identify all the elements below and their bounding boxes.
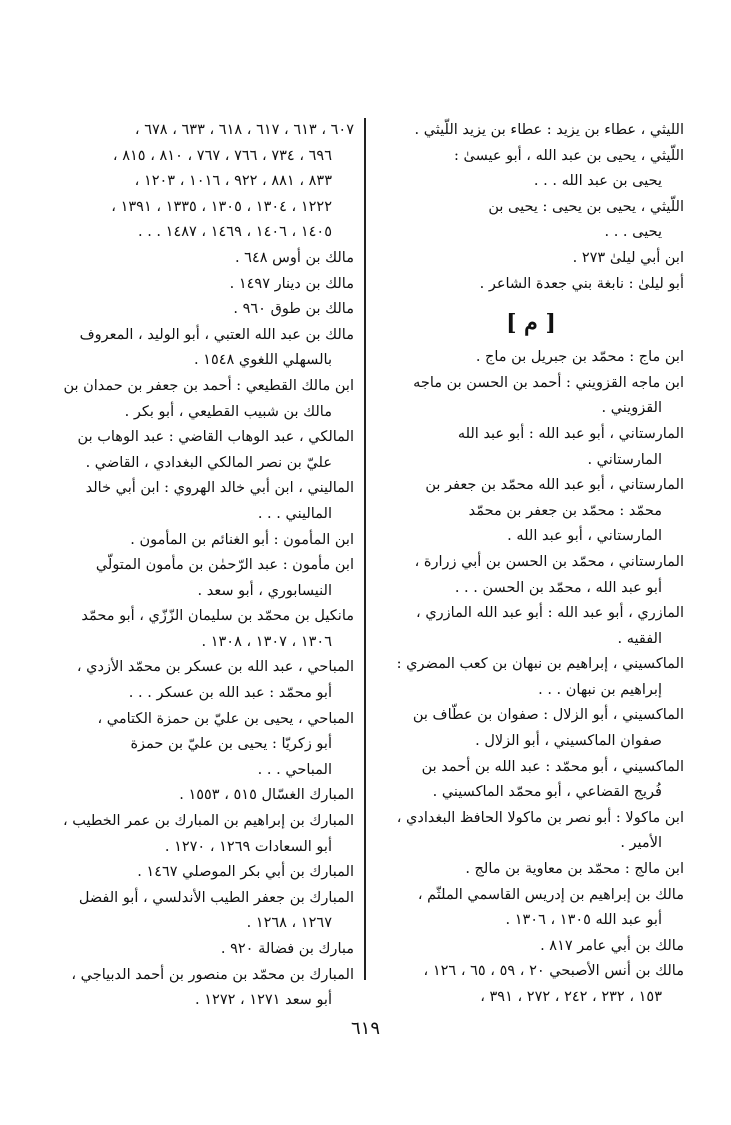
entry-heading: مالك بن أبي عامر ٨١٧ . <box>540 937 684 954</box>
entry-heading: ابن مالك القطيعي : أحمد بن جعفر بن حمدان بن <box>63 377 354 394</box>
entry-continuation: القزويني . <box>601 400 662 417</box>
index-entry <box>62 272 354 298</box>
index-entry <box>62 809 354 860</box>
entry-heading: المارستاني ، أبو عبد الله : أبو عبد الله <box>457 425 684 442</box>
entry-heading: اللّيثي ، يحيى بن يحيى : يحيى بن <box>488 198 684 215</box>
entry-continuation: بالسهلي اللغوي ١٥٤٨ . <box>193 352 332 369</box>
entry-continuation: صفوان الماكسيني ، أبو الزلال . <box>475 733 662 750</box>
index-entry <box>378 755 684 806</box>
entry-heading: المباحي ، عبد الله بن عسكر بن محمّد الأزدي ، <box>76 659 354 676</box>
entry-heading: مبارك بن فضالة ٩٢٠ . <box>220 941 354 957</box>
entry-heading: الماكسيني ، أبو محمّد : عبد الله بن أحمد بن <box>421 758 684 775</box>
index-entry <box>378 272 684 298</box>
entry-heading: مالك بن طوق ٩٦٠ . <box>233 301 354 318</box>
index-entry <box>62 528 354 554</box>
index-entry <box>62 604 354 655</box>
index-entry <box>62 963 354 1014</box>
entry-heading: ابن ماج : محمّد بن جبريل بن ماج . <box>475 349 684 366</box>
index-entry <box>62 297 354 323</box>
entry-continuation: ٦٩٦ ، ٧٣٤ ، ٧٦٦ ، ٧٦٧ ، ٨١٠ ، ٨١٥ ، <box>112 147 332 164</box>
entry-continuation: يحيى . . . <box>604 224 662 241</box>
index-entry <box>378 550 684 601</box>
entry-heading: المبارك الغسّال ٥١٥ ، ١٥٥٣ . <box>179 787 354 804</box>
entry-heading: مالك بن أنس الأصبحي ٢٠ ، ٥٩ ، ٦٥ ، ١٢٦ ، <box>423 963 684 980</box>
index-entry <box>62 374 354 425</box>
entry-heading: المازري ، أبو عبد الله : أبو عبد الله المازري ، <box>416 605 684 622</box>
entry-continuation: أبو السعادات ١٢٦٩ ، ١٢٧٠ . <box>164 838 332 855</box>
entry-continuation: عليّ بن نصر المالكي البغدادي ، القاضي . <box>85 454 332 471</box>
entry-heading: المبارك بن إبراهيم بن المبارك بن عمر الخطيب ، <box>62 813 354 830</box>
entry-heading: المباحي ، يحيى بن عليّ بن حمزة الكتامي ، <box>97 710 354 727</box>
entry-heading: المبارك بن أبي بكر الموصلي ١٤٦٧ . <box>137 864 354 881</box>
entry-continuation: أبو عبد الله ، محمّد بن الحسن . . . <box>454 579 662 596</box>
index-entry <box>378 195 684 246</box>
entry-heading: مالك بن إبراهيم بن إدريس القاسمي الملثّم ، <box>417 886 684 903</box>
entry-heading: مالك بن أوس ٦٤٨ . <box>234 249 354 266</box>
index-entry <box>378 857 684 883</box>
entry-continuation: النيسابوري ، أبو سعد . <box>197 582 332 599</box>
entry-heading: ٦٠٧ ، ٦١٣ ، ٦١٧ ، ٦١٨ ، ٦٣٣ ، ٦٧٨ ، <box>134 122 354 138</box>
index-entry <box>62 476 354 527</box>
entry-continuation: مالك بن شبيب القطيعي ، أبو بكر . <box>124 403 332 420</box>
entry-continuation: ١٢٢٢ ، ١٣٠٤ ، ١٣٠٥ ، ١٣٣٥ ، ١٣٩١ ، <box>111 198 332 215</box>
entry-heading: ابن ماجه القزويني : أحمد بن الحسن بن ماجه <box>413 374 684 391</box>
left-column <box>62 118 354 1014</box>
entry-heading: أبو ليلىٰ : نابغة بني جعدة الشاعر . <box>479 275 684 292</box>
entry-continuation: المباحي . . . <box>257 761 332 778</box>
column-divider <box>364 118 366 980</box>
index-entry <box>378 371 684 422</box>
entry-continuation: المارستاني ، أبو عبد الله . <box>507 528 662 545</box>
section-letter-heading: [ م ] <box>506 310 556 337</box>
index-entry <box>62 246 354 272</box>
entry-heading: مالك بن دينار ١٤٩٧ . <box>229 275 354 292</box>
index-entry <box>62 553 354 604</box>
entry-heading: مالك بن عبد الله العتبي ، أبو الوليد ، المعروف <box>79 326 354 343</box>
entry-heading: اللّيثي ، يحيى بن عبد الله ، أبو عيسىٰ : <box>453 147 684 164</box>
right-column <box>378 118 684 1011</box>
index-entry <box>62 425 354 476</box>
entry-heading: الماكسيني ، إبراهيم بن نبهان بن كعب المضري : <box>396 656 684 673</box>
entry-continuation: محمّد : محمّد بن جعفر بن محمّد <box>468 502 662 519</box>
entry-heading: الليثي ، عطاء بن يزيد : عطاء بن يزيد اللّيثي . <box>414 122 684 138</box>
index-entry <box>62 783 354 809</box>
index-entry <box>378 806 684 857</box>
entry-continuation: المارستاني . <box>587 451 662 468</box>
index-entry <box>378 601 684 652</box>
entry-continuation: أبو زكريّا : يحيى بن عليّ بن حمزة <box>130 736 332 753</box>
index-entry <box>378 959 684 1010</box>
index-entry <box>378 345 684 371</box>
entry-continuation: ١٢٦٧ ، ١٢٦٨ . <box>246 915 332 932</box>
entry-heading: مانكيل بن محمّد بن سليمان الزّزّي ، أبو محمّد <box>81 608 354 625</box>
entry-continuation: أبو محمّد : عبد الله بن عسكر . . . <box>128 685 332 702</box>
entry-continuation: ٨٣٣ ، ٨٨١ ، ٩٢٢ ، ١٠١٦ ، ١٢٠٣ ، <box>134 173 332 190</box>
index-entry <box>62 937 354 963</box>
entry-heading: المارستاني ، أبو عبد الله محمّد بن جعفر بن <box>425 477 684 494</box>
entry-heading: المارستاني ، محمّد بن الحسن بن أبي زرارة ، <box>414 553 684 570</box>
entries-before-section <box>378 118 684 297</box>
entry-continuation: إبراهيم بن نبهان . . . <box>538 681 662 698</box>
entry-heading: المبارك بن جعفر الطيب الأندلسي ، أبو الفضل <box>78 889 354 906</box>
entry-continuation: ١٤٠٥ ، ١٤٠٦ ، ١٤٦٩ ، ١٤٨٧ . . . <box>138 224 332 241</box>
index-entry <box>378 703 684 754</box>
entry-continuation: ١٣٠٦ ، ١٣٠٧ ، ١٣٠٨ . <box>201 633 332 650</box>
entry-heading: الماكسيني ، أبو الزلال : صفوان بن عطّاف بن <box>412 707 684 724</box>
index-entry <box>62 118 354 246</box>
entry-continuation: ١٥٣ ، ٢٣٢ ، ٢٤٢ ، ٢٧٢ ، ٣٩١ ، <box>480 989 662 1005</box>
index-entry <box>378 883 684 934</box>
index-entry <box>378 144 684 195</box>
entry-continuation: أبو عبد الله ١٣٠٥ ، ١٣٠٦ . <box>505 912 662 929</box>
entry-continuation: الفقيه . <box>617 630 662 647</box>
entry-heading: ابن مالج : محمّد بن معاوية بن مالج . <box>465 861 684 878</box>
entry-heading: ابن أبي ليلىٰ ٢٧٣ . <box>572 249 684 266</box>
entry-continuation: فُريج القضاعي ، أبو محمّد الماكسيني . <box>432 784 662 801</box>
page-number: ٦١٩ <box>350 1018 380 1039</box>
entry-continuation: الماليني . . . <box>257 505 332 522</box>
index-entry <box>378 934 684 960</box>
entry-continuation: أبو سعد ١٢٧١ ، ١٢٧٢ . <box>195 992 332 1009</box>
entry-heading: ابن المأمون : أبو الغنائم بن المأمون . <box>130 531 354 548</box>
entry-continuation: يحيى بن عبد الله . . . <box>533 173 662 190</box>
entry-heading: المبارك بن محمّد بن منصور بن أحمد الدبياجي ، <box>71 966 354 983</box>
index-entry <box>378 473 684 550</box>
index-entry <box>62 860 354 886</box>
index-entry <box>62 323 354 374</box>
index-entry <box>62 655 354 706</box>
index-entry <box>378 422 684 473</box>
index-entry <box>378 652 684 703</box>
entry-heading: الماليني ، ابن أبي خالد الهروي : ابن أبي خالد <box>85 480 354 497</box>
index-entry <box>62 886 354 937</box>
entries-after-section <box>378 345 684 1010</box>
index-entry <box>378 118 684 144</box>
index-entry <box>378 246 684 272</box>
entry-heading: ابن مأمون : عبد الرّحمٰن بن مأمون المتولّي <box>95 557 354 574</box>
entry-heading: المالكي ، عبد الوهاب القاضي : عبد الوهاب بن <box>77 429 354 446</box>
index-entry <box>62 707 354 784</box>
entry-continuation: الأمير . <box>620 835 662 852</box>
entry-heading: ابن ماكولا : أبو نصر بن ماكولا الحافظ البغدادي ، <box>396 809 684 826</box>
